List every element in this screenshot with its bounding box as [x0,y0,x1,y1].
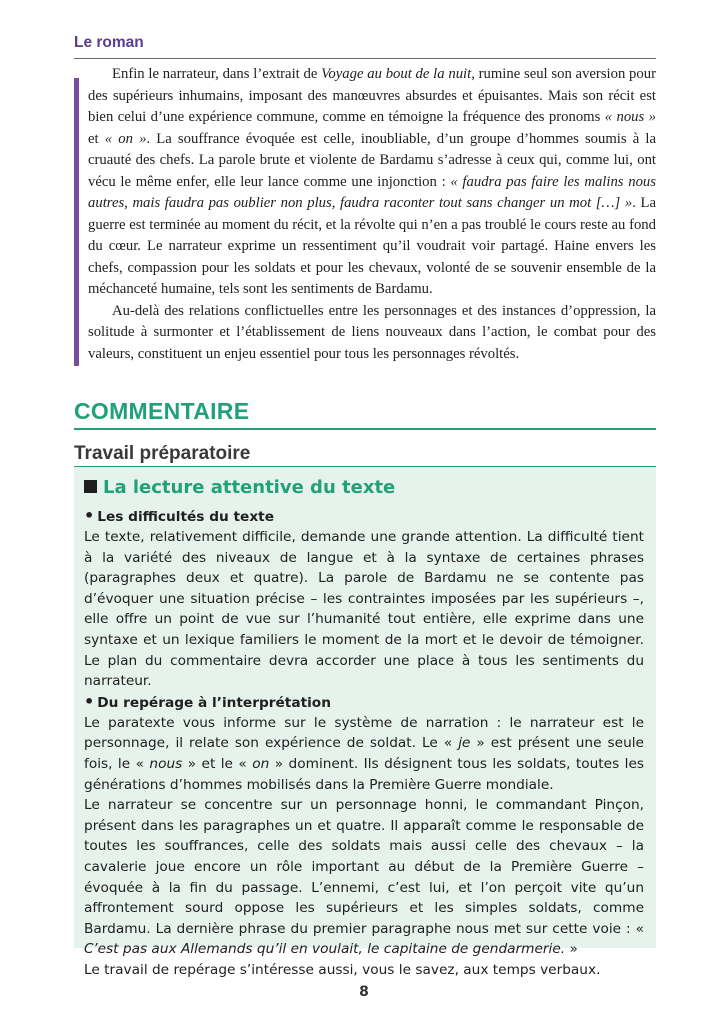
quotation: C’est pas aux Allemands qu’il en voulait, le capitaine de gendarmerie. [84,941,566,958]
box-paragraph-3 [84,795,644,960]
box-paragraph-2 [84,713,644,795]
pronoun-on: on [252,755,270,772]
page-number: 8 [359,984,369,1000]
text-run: » dominent. Ils désignent tous les soldats, toutes les générations d’hommes mobilisés dans la Première Guerre mondiale. [84,755,644,793]
section-title: COMMENTAIRE [74,398,250,424]
bullet-heading-1 [84,506,644,527]
box-paragraph-4: Le travail de repérage s’intéresse aussi, vous le savez, aux temps verbaux. [84,961,601,978]
bullet-icon: • [84,506,95,525]
text-run: Le narrateur se concentre sur un personnage honni, le commandant Pinçon, présent dans les paragraphes un et quatre. Il apparaît comme le responsable de toutes les souffrances, celle des soldats mais aussi celle des chevaux – la cavalerie joue encore un rôle important au début de la Première Guerre – évoquée à la fin du passage. L’ennemi, c’est lui, et l’on perçoit vite qu’un affrontement sourd oppose les supérieurs et les simples soldats, comme Bardamu. La dernière phrase du premier paragraphe nous met sur cette voie : « [84,797,644,937]
box-paragraph-1: Le texte, relativement difficile, demande une grande attention. La difficulté tient à la variété des niveaux de langue et à la syntaxe de certaines phrases (paragraphes deux et quatre). La parole de Bardamu ne se contente pas d’évoquer une situation précise – les contraintes imposées par les supérieurs –, elle offre un point de vue sur l’humanité tout entière, elle exprime dans une syntaxe et un lexique familiers le moment de la mort et le devoir de témoigner. Le plan du commentaire devra accorder une place à tous les sentiments du narrateur. [84,529,644,690]
pronoun-on: « on » [104,130,147,147]
text-run: » est présent une seule fois, le « [84,735,644,772]
bullet-icon: • [84,691,95,711]
pronoun-nous: nous [149,755,183,772]
bullet-heading-text: Du repérage à l’interprétation [97,694,331,711]
pronoun-je: je [458,735,471,752]
box-heading [84,474,644,502]
quotation: « faudra pas faire les malins nous autres, mais faudra pas oublier non plus, faudra raconter tout sans changer un mot […] » [88,173,656,211]
text-run: Enfin le narrateur, dans l’extrait de [112,66,322,82]
intro-paragraph-1 [88,64,656,301]
intro-paragraph-2: Au-delà des relations conflictuelles entre les personnages et des instances d’oppression, la solitude à surmonter et l’établissement de liens nouveaux dans l’action, le combat pour des valeurs, constituent un enjeu essentiel pour tous les personnages révoltés. [88,302,656,362]
book-title: Voyage au bout de la nuit [321,66,472,82]
bullet-heading-text: Les difficultés du texte [97,509,274,525]
text-run: » et le « [182,755,253,772]
text-run: » [565,941,578,958]
pronoun-nous: « nous » [604,109,656,125]
running-header: Le roman [74,34,144,51]
intro-side-bar [74,78,79,366]
section-divider [74,428,656,430]
text-run: , rumine seul son aversion pour des supérieurs inhumains, imposant des manœuvres absurdes et épuisantes. Mais son récit est bien celui d’une expérience commune, comme en témoigne la fréquence des pronoms [88,66,656,125]
intro-text [88,64,656,365]
square-bullet-icon [84,480,97,493]
bullet-heading-2 [84,692,644,713]
text-run: et [88,130,105,147]
header-divider [74,58,656,59]
text-run: . La souffrance évoquée est celle, inoubliable, d’un groupe d’hommes soumis à la cruauté des chefs. La parole brute et violente de Bardamu s’adresse à ceux qui, comme lui, ont vécu le même enfer, elle leur lance comme une injonction : [88,130,656,190]
box-heading-text: La lecture attentive du texte [103,477,396,498]
exercise-content [84,474,644,980]
subsection-title: Travail préparatoire [74,443,251,464]
text-run: . La guerre est terminée au moment du récit, et la révolte qui n’en a pas troublé le cours reste au fond du cœur. Le narrateur exprime un ressentiment qu’il voudrait voir partagé. Haine envers les chefs, compassion pour les soldats et pour les chevaux, volonté de se souvenir ensemble de la méchanceté humaine, tels sont les sentiments de Bardamu. [88,195,656,297]
text-run: Le paratexte vous informe sur le système de narration : le narrateur est le personnage, il relate son expérience de soldat. Le « [84,714,644,752]
